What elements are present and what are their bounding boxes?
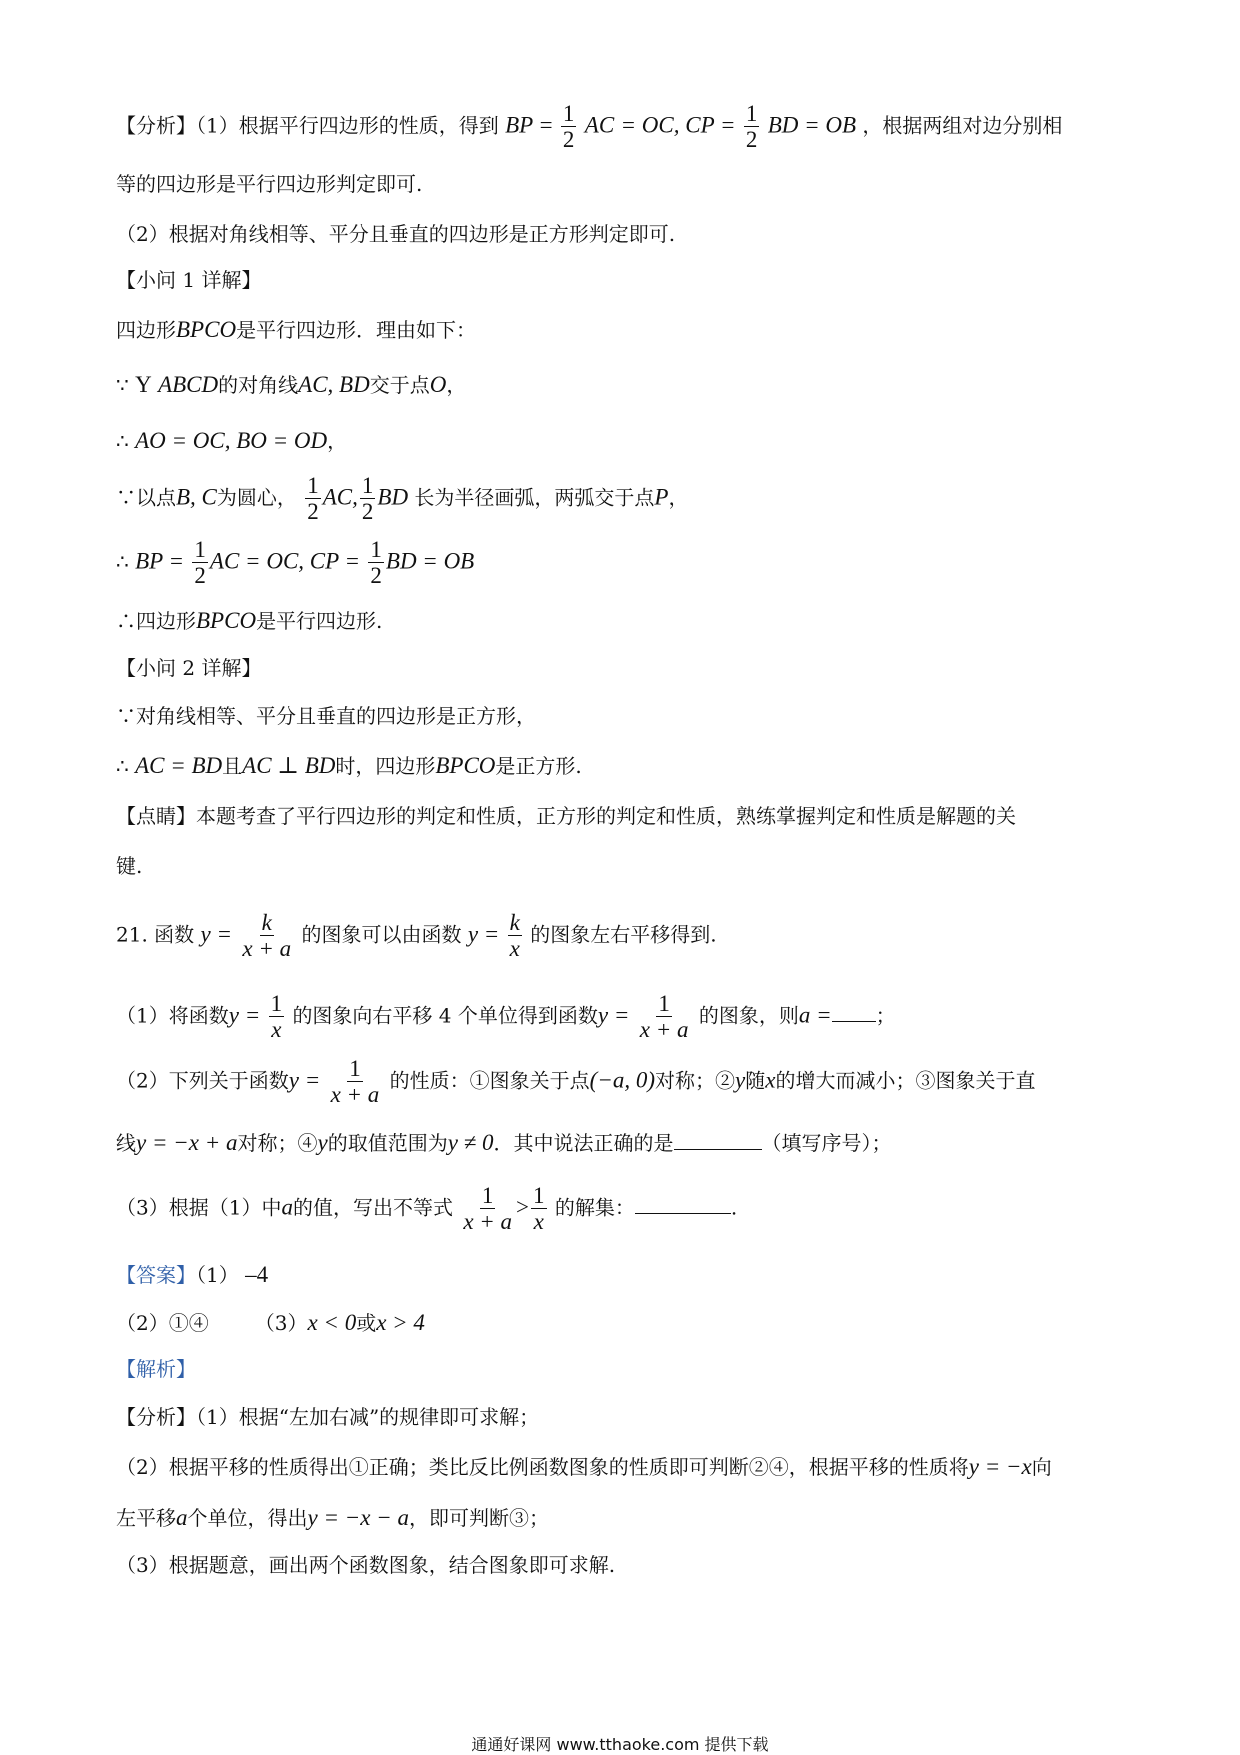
- math: = OC, CP =: [620, 112, 736, 138]
- solution-analysis-4: （3）根据题意，画出两个函数图象，结合图象即可求解.: [116, 1553, 616, 1577]
- proof-line-4: ∵以点B, C为圆心， $\frac{1}{2}$ AC, $\frac{1}{2}$ BD 长为半径画弧，两弧交于点P，: [116, 473, 689, 525]
- text: 【分析】（1）根据平行四边形的性质，得到: [116, 113, 499, 138]
- solution-analysis-3: 左平移a个单位，得出y = −x − a，即可判断③；: [116, 1505, 549, 1530]
- math: BD = OB: [767, 112, 857, 138]
- analysis-line-1: [116, 101, 1062, 153]
- math: =: [539, 112, 553, 138]
- comment-line-2: 键.: [116, 854, 143, 878]
- math: BP: [505, 112, 534, 138]
- proof-line-7: ∵对角线相等、平分且垂直的四边形是正方形，: [116, 704, 536, 728]
- question-21-part-2: （2）下列关于函数y = $\frac{1}{x + a}$ 的性质：①图象关于点(−a, 0)对称；②y随x的增大而减小；③图象关于直: [116, 1056, 1036, 1108]
- solution-analysis-1: 【分析】（1）根据“左加右减”的规律即可求解；: [116, 1405, 540, 1429]
- question-21-part-3: （3）根据（1）中a的值，写出不等式 $\frac{1}{x + a}$ > $\frac{1}{x}$ 的解集： .: [116, 1183, 738, 1235]
- answer-blank: [674, 1131, 762, 1150]
- subsection-1-heading: 【小问 1 详解】: [116, 268, 262, 292]
- subsection-2-heading: 【小问 2 详解】: [116, 656, 262, 680]
- question-21-part-2-cont: 线y = −x + a对称；④y的取值范围为y ≠ 0．其中说法正确的是 （填写序号）；: [116, 1130, 892, 1155]
- question-21-part-1: （1）将函数y = $\frac{1}{x}$ 的图象向右平移 4 个单位得到函数y = $\frac{1}{x + a}$ 的图象，则a = ；: [116, 991, 896, 1043]
- answer-line: 【答案】（1） –4: [116, 1262, 269, 1287]
- solution-analysis-2: （2）根据平移的性质得出①正确；类比反比例函数图象的性质即可判断②④，根据平移的性质将y = −x向: [116, 1454, 1052, 1479]
- proof-line-2: ∵ Y ABCD的对角线AC, BD交于点O，: [116, 372, 467, 397]
- text: ，根据两组对边分别相: [862, 113, 1063, 138]
- proof-line-3: ∴ AO = OC, BO = OD，: [116, 428, 348, 453]
- analysis-line-2: 等的四边形是平行四边形判定即可.: [116, 172, 423, 196]
- fraction-half: $\frac{1}{2}$: [745, 101, 758, 153]
- answer-blank: [832, 1003, 876, 1022]
- proof-line-5: ∴ BP = $\frac{1}{2}$ AC = OC, CP = $\frac{1}{2}$ BD = OB: [116, 537, 475, 589]
- fraction-half: $\frac{1}{2}$: [562, 101, 575, 153]
- answer-blank: [635, 1195, 731, 1214]
- proof-line-6: ∴四边形BPCO是平行四边形.: [116, 608, 383, 633]
- analysis-line-3: （2）根据对角线相等、平分且垂直的四边形是正方形判定即可.: [116, 222, 676, 246]
- math: AC: [584, 112, 615, 138]
- proof-line-1: 四边形BPCO是平行四边形．理由如下：: [116, 317, 477, 342]
- answer-line-2: （2）①④ （3）x < 0或x > 4: [116, 1310, 425, 1335]
- proof-line-8: ∴ AC = BD且AC ⊥ BD时，四边形BPCO是正方形.: [116, 753, 582, 778]
- solution-heading: 【解析】: [116, 1357, 196, 1381]
- comment-line-1: 【点睛】本题考查了平行四边形的判定和性质，正方形的判定和性质，熟练掌握判定和性质是解题的关: [116, 804, 1016, 828]
- page-footer: 通通好课网 www.tthaoke.com 提供下载: [471, 1735, 769, 1754]
- question-21-stem: 21. 函数 y = $\frac{k}{x + a}$ 的图象可以由函数 y = $\frac{k}{x}$ 的图象左右平移得到.: [116, 910, 717, 962]
